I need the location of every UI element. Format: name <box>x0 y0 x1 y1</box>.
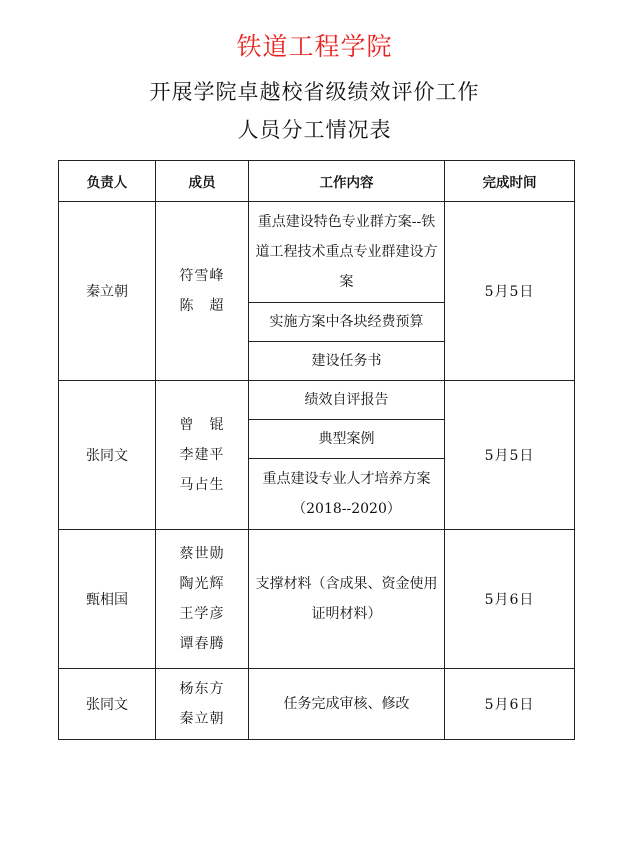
member-name: 杨东方 <box>179 681 225 697</box>
member-name: 李建平 <box>179 447 225 463</box>
members-cell <box>156 381 249 530</box>
header-content: 工作内容 <box>249 161 445 202</box>
task-cell: 绩效自评报告 <box>249 381 445 420</box>
deadline-cell: 5月5日 <box>445 202 575 381</box>
members-cell <box>156 202 249 381</box>
members-cell <box>156 530 249 669</box>
task-cell: 典型案例 <box>249 420 445 459</box>
document-title-line-2: 人员分工情况表 <box>237 118 392 142</box>
institute-name: 铁道工程学院 <box>236 32 393 61</box>
task-cell: 建设任务书 <box>249 342 445 381</box>
header-members: 成员 <box>156 161 249 202</box>
member-name: 王学彦 <box>179 606 225 622</box>
deadline-cell: 5月6日 <box>445 669 575 740</box>
table-header-row <box>59 161 575 202</box>
task-cell: 实施方案中各块经费预算 <box>249 303 445 342</box>
header-deadline: 完成时间 <box>445 161 575 202</box>
header-leader: 负责人 <box>59 161 156 202</box>
table-row <box>59 202 575 303</box>
member-name: 谭春腾 <box>179 636 225 652</box>
document-title-line-1: 开展学院卓越校省级绩效评价工作 <box>149 80 480 104</box>
assignment-table <box>58 160 575 740</box>
member-name: 曾 锟 <box>179 417 225 433</box>
table-row <box>59 381 575 420</box>
leader-cell: 秦立朝 <box>59 202 156 381</box>
leader-cell: 甄相国 <box>59 530 156 669</box>
deadline-cell: 5月6日 <box>445 530 575 669</box>
members-cell <box>156 669 249 740</box>
task-cell: 支撑材料（含成果、资金使用证明材料） <box>249 530 445 669</box>
leader-cell: 张同文 <box>59 381 156 530</box>
member-name: 符雪峰 <box>179 268 225 284</box>
deadline-cell: 5月5日 <box>445 381 575 530</box>
task-cell: 重点建设特色专业群方案--铁道工程技术重点专业群建设方案 <box>249 202 445 303</box>
task-cell: 重点建设专业人才培养方案（2018--2020） <box>249 459 445 530</box>
table-row <box>59 530 575 669</box>
member-name: 秦立朝 <box>179 711 225 727</box>
member-name: 蔡世勋 <box>179 546 225 562</box>
member-name: 陈 超 <box>179 298 225 314</box>
table-row <box>59 669 575 740</box>
member-name: 马占生 <box>179 477 225 493</box>
leader-cell: 张同文 <box>59 669 156 740</box>
task-cell: 任务完成审核、修改 <box>249 669 445 740</box>
member-name: 陶光辉 <box>179 576 225 592</box>
